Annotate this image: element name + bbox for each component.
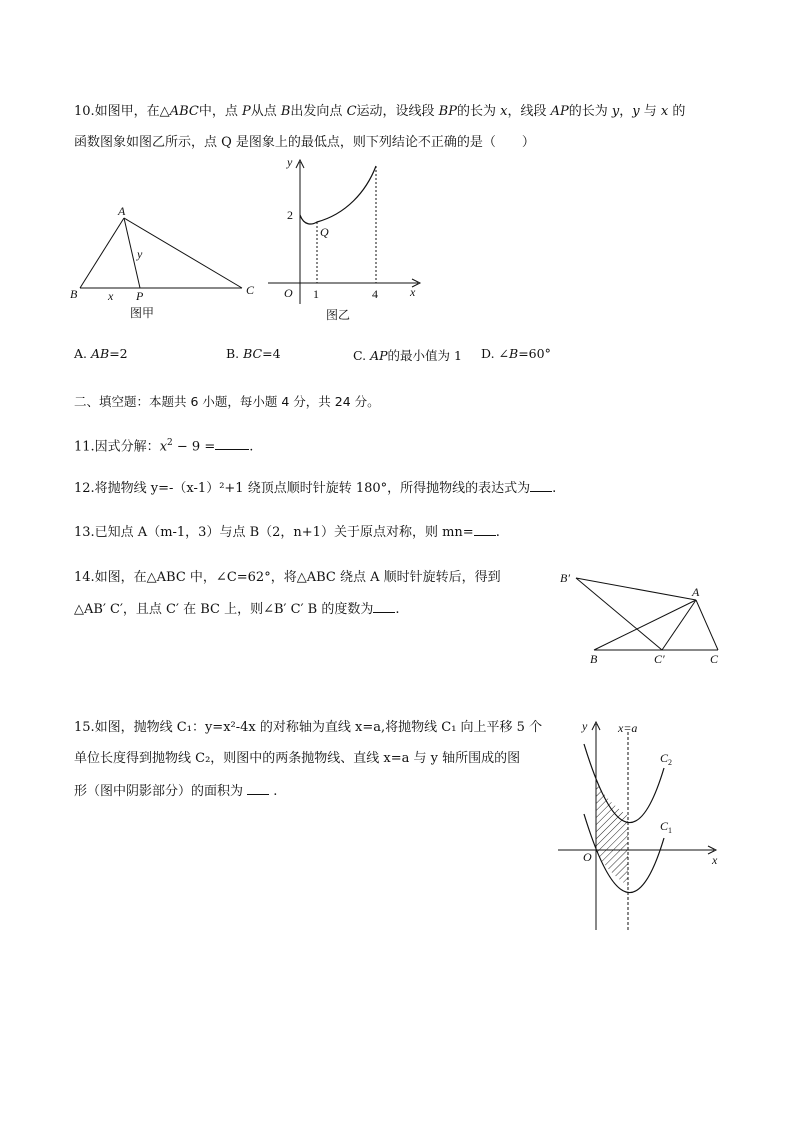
x-axis-label: x — [712, 853, 718, 867]
q14-line-2: △AB′ C′，且点 C′ 在 BC 上，则∠B′ C′ B 的度数为 . — [74, 602, 400, 617]
q15-line-1: 15.如图，抛物线 C₁：y=x²-4x 的对称轴为直线 x=a,将抛物线 C₁ 向上平移 5 个 — [74, 720, 543, 735]
q14-line-1: 14.如图，在△ABC 中，∠C=62°，将△ABC 绕点 A 顺时针旋转后，得到 — [74, 570, 501, 585]
q10-figure-b — [268, 152, 438, 328]
q14-figure — [556, 566, 736, 676]
label-b: B — [70, 287, 78, 301]
q11-answer-blank — [215, 437, 249, 450]
function-curve — [300, 166, 376, 224]
triangle-side-ab — [80, 218, 124, 288]
label-b-prime: B′ — [560, 571, 570, 585]
q15-answer-blank — [247, 782, 269, 795]
y-axis-label: y — [582, 719, 588, 733]
label-a: A — [692, 585, 700, 599]
label-x: x — [108, 289, 114, 303]
label-b: B — [590, 652, 598, 666]
label-c2: $C_2$ — [660, 751, 673, 767]
option-a: A. AB=2 — [74, 346, 128, 361]
q14-answer-blank — [373, 600, 395, 613]
option-c: C. AP的最小值为 1 — [353, 348, 462, 363]
section-heading: 二、填空题：本题共 6 小题，每小题 4 分，共 24 分。 — [74, 394, 380, 409]
q12: 12.将抛物线 y=-（x-1）²+1 绕顶点顺时针旋转 180°，所得抛物线的表达式为 . — [74, 481, 557, 496]
q10-line-1: 10.如图甲，在△ABC中，点 P从点 B出发向点 C运动，设线段 BP的长为 x，线段 AP的长为 y，y 与 x 的 — [74, 104, 686, 119]
caption-fig-a: 图甲 — [130, 306, 155, 320]
q10-figure-a — [60, 196, 270, 326]
q12-answer-blank — [530, 479, 552, 492]
label-c: C — [246, 283, 255, 297]
label-c: C — [710, 652, 719, 666]
origin-label: O — [583, 850, 592, 864]
caption-fig-b: 图乙 — [326, 308, 351, 322]
label-p: P — [136, 289, 144, 303]
segment-bprime-cprime — [576, 578, 662, 650]
shaded-region — [596, 780, 628, 886]
x-axis-label: x — [410, 285, 416, 299]
label-y: y — [137, 247, 143, 261]
line-x-a-label: x=a — [618, 721, 638, 735]
q15-figure — [556, 716, 732, 938]
x-tick-1: 1 — [313, 287, 319, 301]
y-tick-2: 2 — [287, 208, 293, 222]
option-b: B. BC=4 — [226, 346, 281, 361]
q10-line-2: 函数图象如图乙所示，点 Q 是图象上的最低点，则下列结论不正确的是（ ） — [74, 135, 535, 150]
origin-label: O — [284, 286, 293, 300]
q13: 13.已知点 A（m-1，3）与点 B（2，n+1）关于原点对称，则 mn= . — [74, 525, 500, 540]
q11: 11.因式分解：$x^2 - 9$ = . — [74, 438, 254, 455]
segment-a-c — [696, 600, 718, 650]
x-tick-4: 4 — [372, 287, 378, 301]
segment-a-cprime — [662, 600, 696, 650]
point-q-label: Q — [320, 225, 329, 239]
y-axis-label: y — [287, 155, 293, 169]
label-a: A — [118, 204, 126, 218]
q15-line-2: 单位长度得到抛物线 C₂，则图中的两条抛物线、直线 x=a 与 y 轴所围成的图 — [74, 751, 521, 766]
segment-a-b — [594, 600, 696, 650]
label-c-prime: C′ — [654, 652, 665, 666]
label-c1: $C_1$ — [660, 819, 673, 835]
q13-answer-blank — [474, 523, 496, 536]
option-d: D. ∠B=60° — [481, 346, 551, 361]
q15-line-3: 形（图中阴影部分）的面积为 . — [74, 784, 278, 799]
segment-bprime-a — [576, 578, 696, 600]
